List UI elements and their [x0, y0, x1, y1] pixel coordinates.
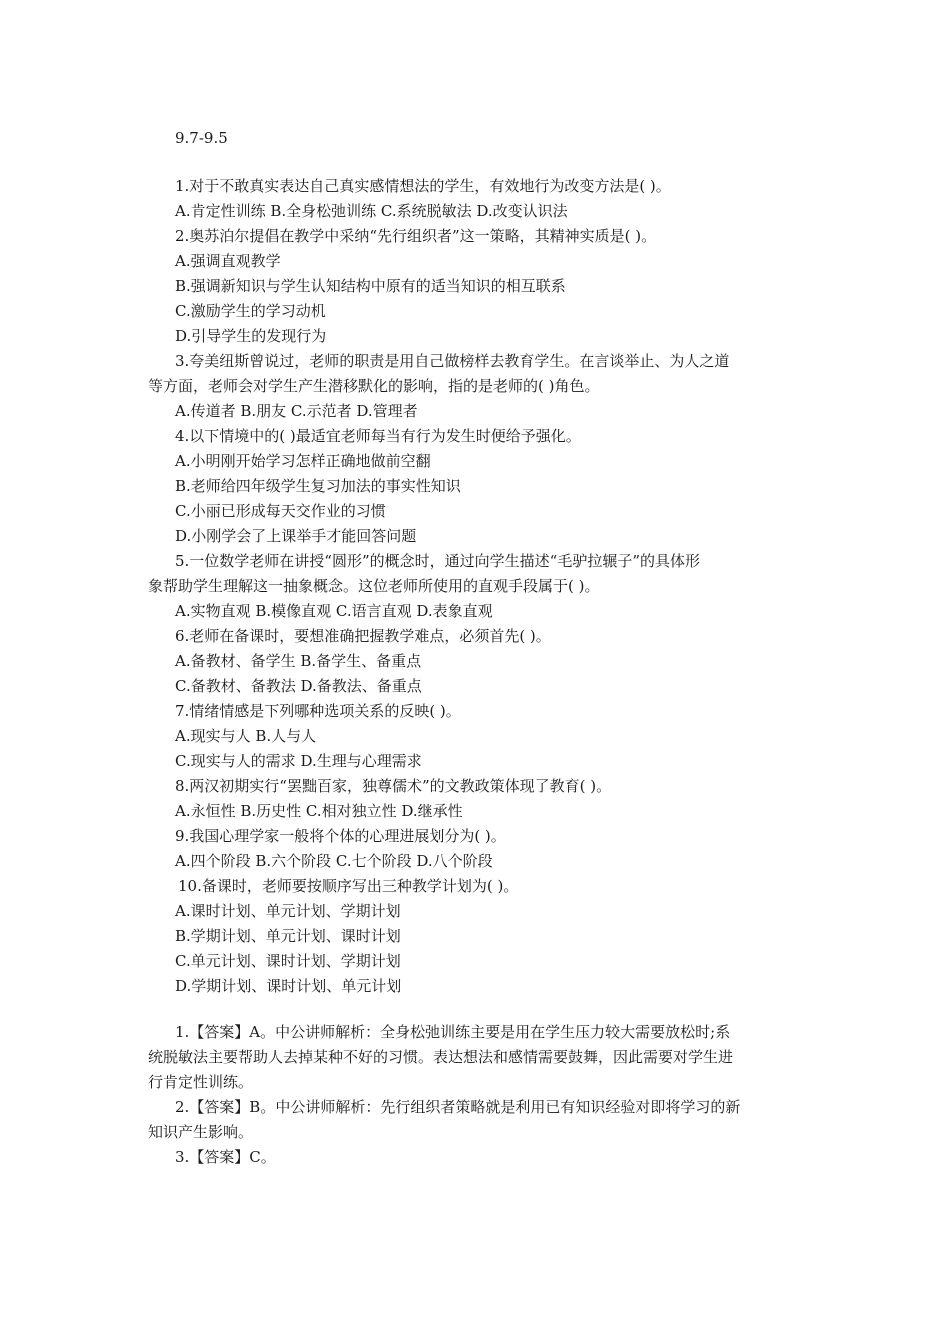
- question-3-options: A.传道者 B.朋友 C.示范者 D.管理者: [175, 402, 418, 420]
- question-8-options: A.永恒性 B.历史性 C.相对独立性 D.继承性: [175, 802, 463, 820]
- question-2-option-c: C.激励学生的学习动机: [175, 302, 326, 320]
- answer-3: 3.【答案】C。: [175, 1148, 276, 1166]
- question-4: 4.以下情境中的( )最适宜老师每当有行为发生时便给予强化。: [175, 427, 581, 445]
- question-6-options-cd: C.备教材、备教法 D.备教法、备重点: [175, 677, 422, 695]
- question-4-option-b: B.老师给四年级学生复习加法的事实性知识: [175, 477, 461, 495]
- answer-2: 2.【答案】B。中公讲师解析：先行组织者策略就是利用已有知识经验对即将学习的新: [175, 1098, 741, 1116]
- question-6: 6.老师在备课时，要想准确把握教学难点，必须首先( )。: [175, 627, 551, 645]
- question-7-options-cd: C.现实与人的需求 D.生理与心理需求: [175, 752, 422, 770]
- question-9: 9.我国心理学家一般将个体的心理进展划分为( )。: [175, 827, 506, 845]
- question-10-option-a: A.课时计划、单元计划、学期计划: [175, 902, 401, 920]
- question-9-options: A.四个阶段 B.六个阶段 C.七个阶段 D.八个阶段: [175, 852, 493, 870]
- question-5-continued: 象帮助学生理解这一抽象概念。这位老师所使用的直观手段属于( )。: [148, 577, 600, 595]
- question-10: 10.备课时，老师要按顺序写出三种教学计划为( )。: [178, 877, 519, 895]
- answer-list: [0, 1020, 950, 1170]
- question-list: [0, 174, 950, 999]
- question-7: 7.情绪情感是下列哪种选项关系的反映( )。: [175, 702, 461, 720]
- question-2-option-a: A.强调直观教学: [175, 252, 281, 270]
- answer-1-continued-2: 行肯定性训练。: [148, 1073, 254, 1091]
- question-6-options-ab: A.备教材、备学生 B.备学生、备重点: [175, 652, 422, 670]
- answer-1: 1.【答案】A。中公讲师解析：全身松弛训练主要是用在学生压力较大需要放松时;系: [175, 1023, 731, 1041]
- question-4-option-d: D.小刚学会了上课举手才能回答问题: [175, 527, 417, 545]
- question-10-option-c: C.单元计划、课时计划、学期计划: [175, 952, 401, 970]
- answer-2-continued: 知识产生影响。: [148, 1123, 254, 1141]
- question-1: 1.对于不敢真实表达自己真实感情想法的学生，有效地行为改变方法是( )。: [175, 177, 671, 195]
- question-3-continued: 等方面，老师会对学生产生潜移默化的影响，指的是老师的( )角色。: [148, 377, 600, 395]
- question-4-option-a: A.小明刚开始学习怎样正确地做前空翻: [175, 452, 431, 470]
- question-2: 2.奥苏泊尔提倡在教学中采纳“先行组织者”这一策略，其精神实质是( )。: [175, 227, 657, 245]
- question-1-options: A.肯定性训练 B.全身松弛训练 C.系统脱敏法 D.改变认识法: [175, 202, 568, 220]
- question-5-options: A.实物直观 B.模像直观 C.语言直观 D.表象直观: [175, 602, 493, 620]
- question-10-option-d: D.学期计划、课时计划、单元计划: [175, 977, 402, 995]
- question-4-option-c: C.小丽已形成每天交作业的习惯: [175, 502, 386, 520]
- date-range-header: 9.7-9.5: [175, 129, 228, 147]
- question-3: 3.夸美纽斯曾说过，老师的职责是用自己做榜样去教育学生。在言谈举止、为人之道: [175, 352, 730, 370]
- question-5: 5.一位数学老师在讲授“圆形”的概念时，通过向学生描述“毛驴拉辗子”的具体形: [175, 552, 700, 570]
- question-7-options-ab: A.现实与人 B.人与人: [175, 727, 317, 745]
- question-8: 8.两汉初期实行“罢黜百家，独尊儒术”的文教政策体现了教育( )。: [175, 777, 612, 795]
- question-2-option-d: D.引导学生的发现行为: [175, 327, 327, 345]
- answer-1-continued: 统脱敏法主要帮助人去掉某种不好的习惯。表达想法和感情需要鼓舞，因此需要对学生进: [148, 1048, 734, 1066]
- question-10-option-b: B.学期计划、单元计划、课时计划: [175, 927, 401, 945]
- question-2-option-b: B.强调新知识与学生认知结构中原有的适当知识的相互联系: [175, 277, 566, 295]
